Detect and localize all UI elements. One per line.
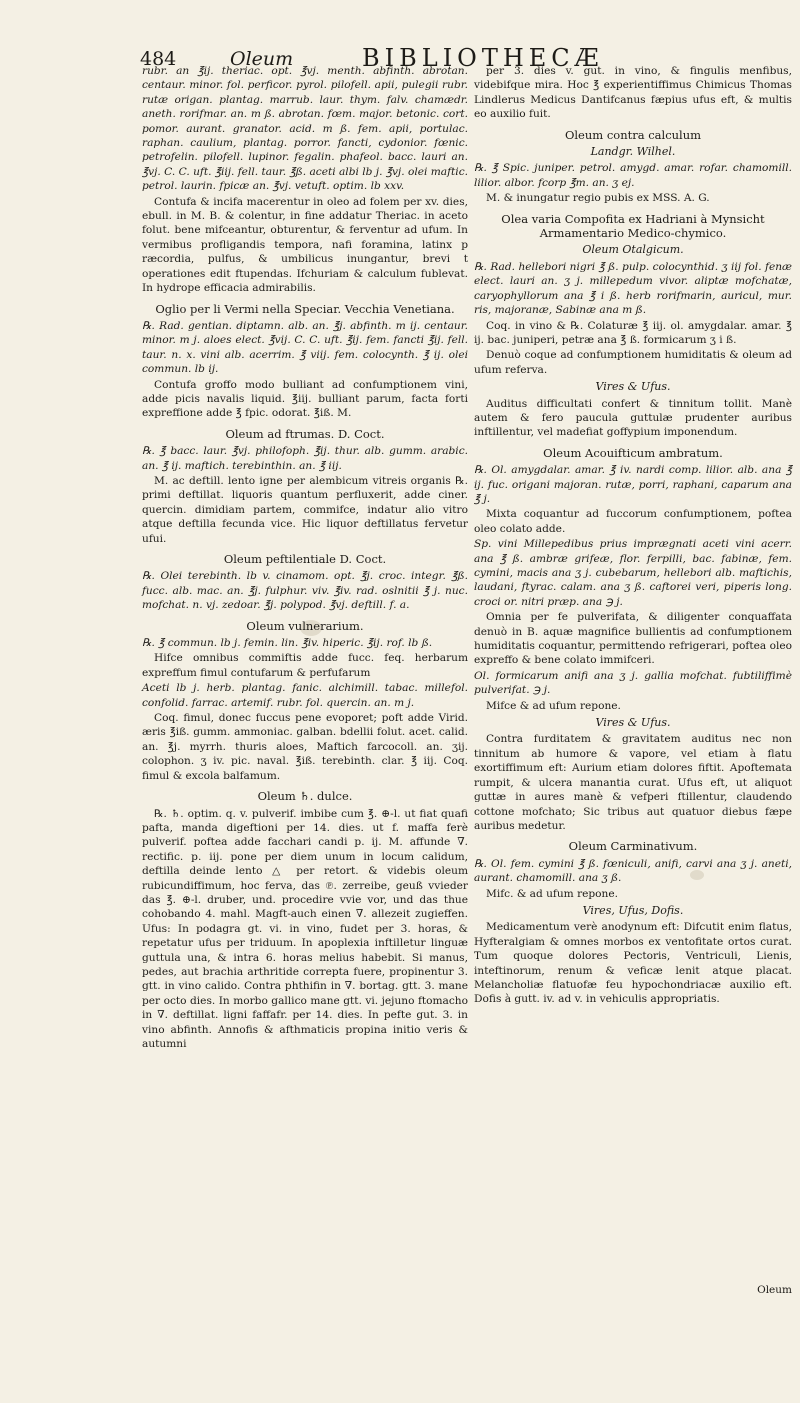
running-title: BIBLIOTHECÆ: [362, 44, 604, 72]
running-head: Oleum: [230, 48, 294, 70]
body-paragraph: Contufa & incifa macerentur in oleo ad folem per xv. dies, ebull. in M. B. & colentur, in fine addatur Theriac. in aceto folut. bene mifceantur, obturentur, & ferventur ad ufum. In vermibus profligandis tempora, nafi foramina, latinx p ræcordia, pulfus, & umbilicus inungantur, brevi t operationes edit ftupendas. Ifchuriam & calculum fublevat. In hydrope efficacia admirabilis.: [142, 195, 468, 295]
recipe-paragraph: ℞. ℥ Spic. juniper. petrol. amygd. amar. rofar. chamomill. lilior. albor. fcorp ℥m. an. ʒ ej.: [474, 162, 792, 189]
recipe-paragraph: ℞. ℥ commun. lb j. femin. lin. ℥iv. hiperic. ℥ij. rof. lb ß.: [142, 637, 433, 650]
body-paragraph: Contra furditatem & gravitatem auditus nec non tinnitum ab humore & vapore, vel etiam à flatu exortiffimum eft: Aurium etiam dolores fiftit. Apoftemata rumpit, & ulcera manantia curat. Ufus eft, ut aliquot guttæ in aures manè & vefperi ftillentur, claudendo cottone mofchato; Sic tribus aut quatuor diebus fæpe auribus medetur.: [474, 733, 792, 832]
section-heading: Oleum contra calculum: [564, 127, 702, 142]
body-paragraph: per 3. dies v. gut. in vino, & fingulis menfibus, videbifque mira. Hoc ℥ experientiffimus Chimicus Thomas Lindlerus Medicus Dantifcanus fæpius ufus eft, & multis eo auxilio fuit.: [474, 65, 792, 121]
body-paragraph: Coq. in vino & ℞. Colaturæ ℥ iij. ol. amygdalar. amar. ℥ ij. bac. juniperi, petræ ana ℥ ß. formicarum ʒ i ß.: [474, 319, 792, 346]
recipe-paragraph: ℞. Rad. gentian. diptamn. alb. an. ℥j. abfinth. m ij. centaur. minor. m j. aloes elect. ℥vij. C. C. uft. ℥ij. fem. fancti ℥ij. fell. taur. n. x. vini alb. acerrim. ℥ viij. fem. colocynth. ℥ ij. olei commun. lb ij.: [142, 319, 468, 376]
body-paragraph: Mifce & ad ufum repone.: [486, 699, 621, 712]
section-heading: Oleum ad ftrumas. D. Coct.: [225, 426, 385, 441]
body-paragraph: ℞. ♄. optim. q. v. pulverif. imbibe cum ℥. ⊕-l. ut fiat quafi pafta, manda digeftioni per 14. dies. ut f. maffa ferè pulverif. poftea adde facchari candi p. ij. M. affunde ∇. rectific. p. iij. pone per diem unum in locum calidum, deftilla deinde lento △ per retort. & videbis oleum rubicundiffimum, hoc ferva, das ℗. zerreibe, geuß vvieder das ℥. ⊕-l. druber, und. procedire vvie vor, und das thue cohobando 4. mahl. Magft-auch einen ∇. allezeit zugieffen. Ufus: In podagra gt. vi. in vino, fudet per 3. horas, & repetatur ufus per triduum. In apoplexia inftilletur linguæ guttula una, & intra 6. horas melius habebit. Si manus, pedes, aut brachia arthritide correpta fuere, propinentur 3. gtt. in vino calido. Contra phthifin in ∇. bortag. gtt. 3. mane per octo dies. In morbo gallico mane gtt. vi. jejuno ftomacho in ∇. deftillat. ligni faffafr. per 14. dies. In pefte gut. 3. in vino abfinth. Annofis & afthmaticis propina initio veris & autumni: [142, 807, 468, 1050]
section-heading: Oleum peftilentiale D. Coct.: [223, 552, 387, 566]
section-subheading: Vires, Ufus, Dofis.: [582, 903, 684, 917]
recipe-paragraph: Sp. vini Millepedibus prius imprægnati aceti vini acerr. ana ℥ ß. ambræ grifeæ, flor. ferpilli, bac. fabinæ, fem. cymini, macis ana ʒ j. cubebarum, hellebori alb. maftichis, laudani, ftyrac. calam. ana ʒ ß. caftorei veri, piperis long. croci or. nitri præp. ana ℈ j.: [474, 538, 792, 608]
recipe-paragraph: rubr. an ℥ij. theriac. opt. ℥vj. menth. abfinth. abrotan. centaur. minor. fol. perficor. pyrol. pilofell. apii, pulegii rubr. rutæ origan. plantag. marrub. laur. thym. falv. chamædr. aneth. rorifmar. an. m ß. abrotan. fœm. major. betonic. cort. pomor. aurant. granator. acid. m ß. fem. apii, portulac. raphan. caulium, plantag. porror. fancti, cydonior. fœnic. petrofelin. pilofell. lupinor. fegalin. phafeol. bacc. lauri an. ℥vj. C. C. uft. ℥iij. fell. taur. ℥ß. aceti albi lb j. ℥vj. olei maftic. petrol. laurin. fpicæ an. ℥vj. vetuft. optim. lb xxv.: [142, 65, 468, 193]
section-subheading: Landgr. Wilhel.: [590, 145, 676, 159]
section-subheading: Oleum Otalgicum.: [582, 243, 684, 257]
catchword: Oleum: [757, 1284, 792, 1296]
section-heading: Oleum vulnerarium.: [246, 618, 364, 633]
recipe-paragraph: ℞. Rad. hellebori nigri ℥ ß. pulp. colocynthid. ʒ iij fol. fenæ elect. lauri an. ʒ j. millepedum vivor. aliptæ mofchatæ, caryophyllorum ana ℥ i ß. herb rorifmarin, auricul, mur. ris, majoranæ, Sabinæ ana m ß.: [474, 260, 792, 317]
body-paragraph: Mifc. & ad ufum repone.: [486, 887, 619, 900]
section-heading: Olea varia Compofita ex Hadriani à Mynsicht Armamentario Medico-chymico.: [501, 211, 765, 241]
recipe-paragraph: ℞. Ol. amygdalar. amar. ℥ iv. nardi comp. lilior. alb. ana ℥ ij. fuc. origani majoran. rutæ, porri, raphani, caparum ana ℥ j.: [474, 464, 792, 505]
recipe-paragraph: ℞. Olei terebinth. lb v. cinamom. opt. ℥j. croc. integr. ℥ß. fucc. alb. mac. an. ℥j. fulphur. viv. ℥iv. rad. oslnitii ℥ j. nuc. mofchat. n. vj. zedoar. ℥j. polypod. ℥vj. deftill. f. a.: [142, 570, 468, 612]
left-column: [142, 64, 468, 1052]
body-paragraph: Mixta coquantur ad fuccorum confumptionem, poftea oleo colato adde.: [474, 508, 792, 535]
body-paragraph: Auditus difficultati confert & tinnitum tollit. Manè autem & fero paucula guttulæ prudenter auribus inftillentur, vel madefiat goffypium imponendum.: [474, 397, 792, 439]
section-subheading: Vires & Ufus.: [595, 380, 671, 394]
body-paragraph: Omnia per fe pulverifata, & diligenter conquaffata denuò in B. aquæ magnifice bullientis ad confumptionem humiditatis coquantur, permittendo refrigerari, poftea oleo expreffo & bene colato immifceri.: [474, 611, 792, 667]
body-paragraph: Coq. fimul, donec fuccus pene evoporet; poft adde Virid. æris ℥iß. gumm. ammoniac. galban. bdellii folut. acet. calid. an. ℥j. myrrh. thuris aloes, Maftich farcocoll. an. ʒij. colophon. ʒ iv. pic. naval. ℥iß. terebinth. clar. ℥ iij. Coq. fimul & excola balfamum.: [142, 712, 468, 782]
section-heading: Oleum Acouifticum ambratum.: [543, 445, 723, 460]
page-number: 484: [140, 48, 177, 70]
body-paragraph: Medicamentum verè anodynum eft: Difcutit enim flatus, Hyfteralgiam & omnes morbos ex ventofitate ortos curat. Tum quoque dolores Pectoris, Ventriculi, Lienis, inteftinorum, renum & veficæ lenit atque placat. Melancholiæ flatuofæ feu hypochondriacæ auxilio eft. Dofis à gutt. iv. ad v. in vehiculis appropriatis.: [474, 921, 792, 1006]
body-paragraph: M. & inungatur regio pubis ex MSS. A. G.: [486, 192, 710, 205]
body-paragraph: M. ac deftill. lento igne per alembicum vitreis organis ℞. primi deftillat. liquoris quantum perfluxerit, adde ciner. quercin. dimidiam partem, commifce, indatur alio vitro atque deftilla fecunda vice. Hic liquor deftillatus fervetur ufui.: [142, 474, 468, 545]
body-paragraph: Hifce omnibus commiftis adde fucc. feq. herbarum expreffum fimul contufarum & perfufarum: [142, 652, 468, 679]
section-heading: Oleum Carminativum.: [568, 839, 698, 854]
right-column: [474, 64, 792, 1008]
section-heading: Oleum ♄. dulce.: [257, 789, 353, 804]
recipe-paragraph: ℞. Ol. fem. cymini ℥ ß. fœniculi, anifi, carvi ana ʒ j. aneti, aurant. chamomill. ana ʒ ß.: [474, 857, 792, 885]
recipe-paragraph: ℞. ℥ bacc. laur. ℥vj. philofoph. ℥ij. thur. alb. gumm. arabic. an. ℥ ij. maftich. terebinthin. an. ℥ iij.: [142, 445, 468, 472]
body-paragraph: Denuò coque ad confumptionem humiditatis & oleum ad ufum referva.: [474, 349, 792, 376]
recipe-paragraph: Ol. formicarum anifi ana ʒ j. gallia mofchat. fubtiliffimè pulverifat. ℈ j.: [474, 669, 792, 697]
body-paragraph: Contufa groffo modo bulliant ad confumptionem vini, adde picis navalis liquid. ℥iij. bulliant parum, facta forti expreffione adde ℥ fpic. odorat. ℥iß. M.: [142, 378, 468, 420]
recipe-paragraph: Aceti lb j. herb. plantag. fanic. alchimill. tabac. millefol. confolid. farrac. artemif. rubr. fol. quercin. an. m j.: [142, 682, 468, 709]
section-subheading: Vires & Ufus.: [595, 716, 671, 730]
section-heading: Oglio per li Vermi nella Speciar. Vecchia Venetiana.: [155, 301, 455, 316]
